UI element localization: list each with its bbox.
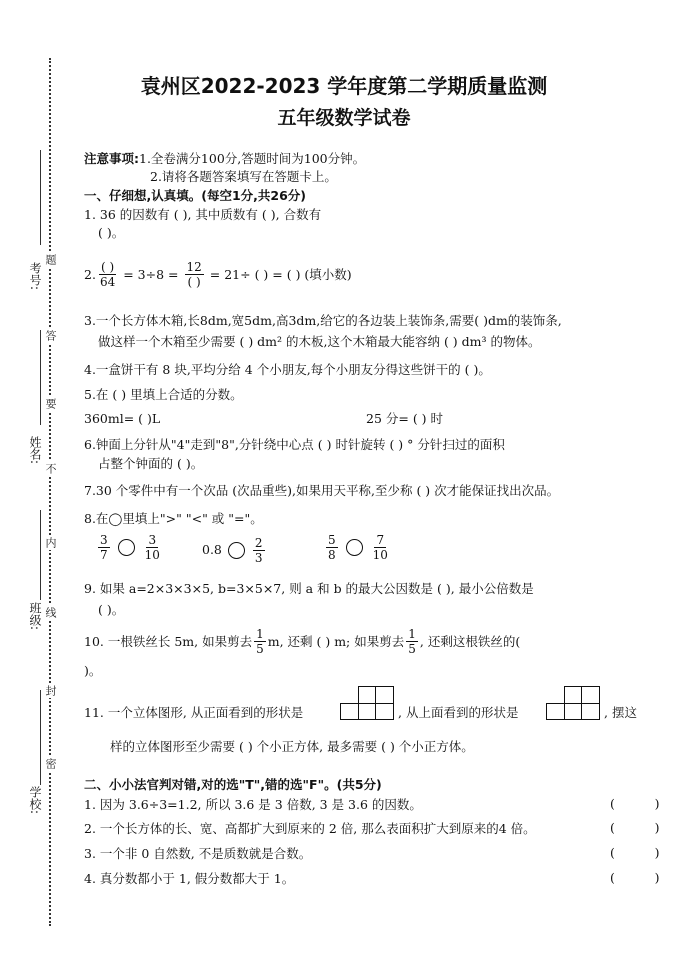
q6-line2: 占整个钟面的 ( )。 <box>98 456 204 471</box>
top-view-figure <box>546 686 600 720</box>
exam-number-field-line[interactable] <box>40 150 41 245</box>
numerator: 5 <box>328 533 336 547</box>
q10-line2: )。 <box>84 663 102 678</box>
q2-frac2-den[interactable]: ( ) <box>187 275 201 289</box>
compare-circle[interactable] <box>118 539 135 556</box>
numerator: 7 <box>376 533 385 547</box>
section1-heading: 一、仔细想,认真填。(每空1分,共26分) <box>84 188 307 203</box>
q4: 4.一盒饼干有 8 块,平均分给 4 个小朋友,每个小朋友分得这些饼干的 ( )。 <box>84 362 491 377</box>
compare-circle[interactable] <box>346 539 363 556</box>
q9-line1: 9. 如果 a=2×3×3×5, b=3×5×7, 则 a 和 b 的最大公因数是 ( ), 最小公倍数是 <box>84 581 534 596</box>
exam-title: 袁州区2022-2023 学年度第二学期质量监测 <box>140 74 548 98</box>
q2-frac1-den: 64 <box>99 275 116 289</box>
denominator: 3 <box>254 550 263 565</box>
q5-b: 25 分= ( ) 时 <box>366 411 444 426</box>
q8-item-3 <box>324 533 392 562</box>
q8-item-2 <box>202 533 267 567</box>
q3-line1: 3.一个长方体木箱,长8dm,宽5dm,高3dm,给它的各边装上装饰条,需要( )dm的装饰条, <box>84 313 562 328</box>
school-label: 学校: <box>28 786 42 815</box>
q2-frac1-num[interactable]: ( ) <box>100 260 115 274</box>
numerator: 1 <box>256 627 264 641</box>
q5-line1: 5.在 ( ) 里填上合适的分数。 <box>84 387 243 402</box>
seal-word: 不 <box>44 463 57 474</box>
tf-answer-3[interactable]: ( ) <box>610 845 660 860</box>
fraction <box>326 533 338 562</box>
compare-circle[interactable] <box>228 542 245 559</box>
numerator: 3 <box>100 533 108 547</box>
notes <box>84 150 365 168</box>
q10-part1: 10. 一根铁丝长 5m, 如果剪去 <box>84 633 253 649</box>
class-label: 班级: <box>28 602 42 631</box>
note-item: 1.全卷满分100分,答题时间为100分钟。 <box>139 151 366 166</box>
q8-item-1 <box>96 533 164 562</box>
tf-item-2: 2. 一个长方体的长、宽、高都扩大到原来的 2 倍, 那么表面积扩大到原来的4 倍。 <box>84 821 536 836</box>
q11-line2: 样的立体图形至少需要 ( ) 个小正方体, 最多需要 ( ) 个小正方体。 <box>110 739 474 754</box>
tf-answer-2[interactable]: ( ) <box>610 820 660 835</box>
q5-a: 360ml= ( )L <box>84 411 161 426</box>
seal-word: 要 <box>44 398 57 409</box>
note-item: 2.请将各题答案填写在答题卡上。 <box>150 169 337 184</box>
q2-prefix: 2. <box>84 266 96 282</box>
name-label: 姓名: <box>28 436 42 465</box>
seal-word: 密 <box>44 758 57 769</box>
class-field-line[interactable] <box>40 510 41 600</box>
exam-number-label: 考号: <box>28 262 42 291</box>
denominator: 10 <box>372 548 388 562</box>
q8-intro: 8.在◯里填上">" "<" 或 "="。 <box>84 511 263 526</box>
q1-line2: ( )。 <box>98 225 125 240</box>
tf-answer-4[interactable]: ( ) <box>610 870 660 885</box>
q10-part2: m, 还剩 ( ) m; 如果剪去 <box>267 633 405 649</box>
denominator: 5 <box>408 642 416 656</box>
seal-word: 题 <box>44 254 57 265</box>
q10-part3: , 还剩这根铁丝的( <box>419 633 521 649</box>
fraction <box>371 533 390 562</box>
fraction <box>406 627 418 656</box>
q2-middle: = 3÷8 = <box>123 266 179 282</box>
q9-line2: ( )。 <box>98 602 125 617</box>
denominator: 8 <box>328 548 336 562</box>
tf-item-4: 4. 真分数都小于 1, 假分数都大于 1。 <box>84 871 295 886</box>
q2-frac2-num: 12 <box>186 260 202 274</box>
name-field-line[interactable] <box>40 330 41 425</box>
q6-line1: 6.钟面上分针从"4"走到"8",分针绕中心点 ( ) 时针旋转 ( ) ° 分针扫过的面积 <box>84 437 505 452</box>
q11-part1: 11. 一个立体图形, 从正面看到的形状是 <box>84 705 304 720</box>
denominator: 5 <box>256 642 264 656</box>
denominator: 10 <box>144 548 160 562</box>
q3-line2: 做这样一个木箱至少需要 ( ) dm² 的木板,这个木箱最大能容纳 ( ) dm³ 的物体。 <box>98 334 541 349</box>
q10-line1 <box>84 627 520 656</box>
q2-fraction-12 <box>185 260 204 289</box>
front-view-figure <box>340 686 394 720</box>
seal-word: 内 <box>44 537 57 548</box>
school-field-line[interactable] <box>40 690 41 785</box>
exam-subtitle: 五年级数学试卷 <box>277 107 411 129</box>
denominator: 7 <box>100 548 108 562</box>
numerator: 1 <box>408 627 416 641</box>
q11-part2: , 从上面看到的形状是 <box>398 705 519 720</box>
tf-answer-1[interactable]: ( ) <box>610 796 660 811</box>
q2-fraction-blank <box>98 260 117 289</box>
fraction <box>143 533 162 562</box>
decimal-value: 0.8 <box>202 542 222 557</box>
seal-word: 线 <box>44 607 57 618</box>
q11-part3: , 摆这 <box>604 705 637 720</box>
seal-word: 封 <box>44 685 57 696</box>
notes-label: 注意事项: <box>84 151 139 166</box>
numerator: 2 <box>254 535 263 550</box>
tf-item-3: 3. 一个非 0 自然数, 不是质数就是合数。 <box>84 846 312 861</box>
numerator: 3 <box>148 533 157 547</box>
section2-heading: 二、小小法官判对错,对的选"T",错的选"F"。(共5分) <box>84 777 382 792</box>
q2-suffix: = 21÷ ( ) = ( ) (填小数) <box>209 266 352 282</box>
tf-item-1: 1. 因为 3.6÷3=1.2, 所以 3.6 是 3 倍数, 3 是 3.6 的因数。 <box>84 797 422 812</box>
q1-line1: 1. 36 的因数有 ( ), 其中质数有 ( ), 合数有 <box>84 207 322 222</box>
fraction <box>98 533 110 562</box>
binding-dotted-line <box>49 58 51 926</box>
seal-word: 答 <box>44 330 57 341</box>
fraction <box>253 536 265 565</box>
fraction <box>254 627 266 656</box>
q7: 7.30 个零件中有一个次品 (次品重些),如果用天平称,至少称 ( ) 次才能保证找出次品。 <box>84 483 560 498</box>
q2 <box>84 260 352 289</box>
